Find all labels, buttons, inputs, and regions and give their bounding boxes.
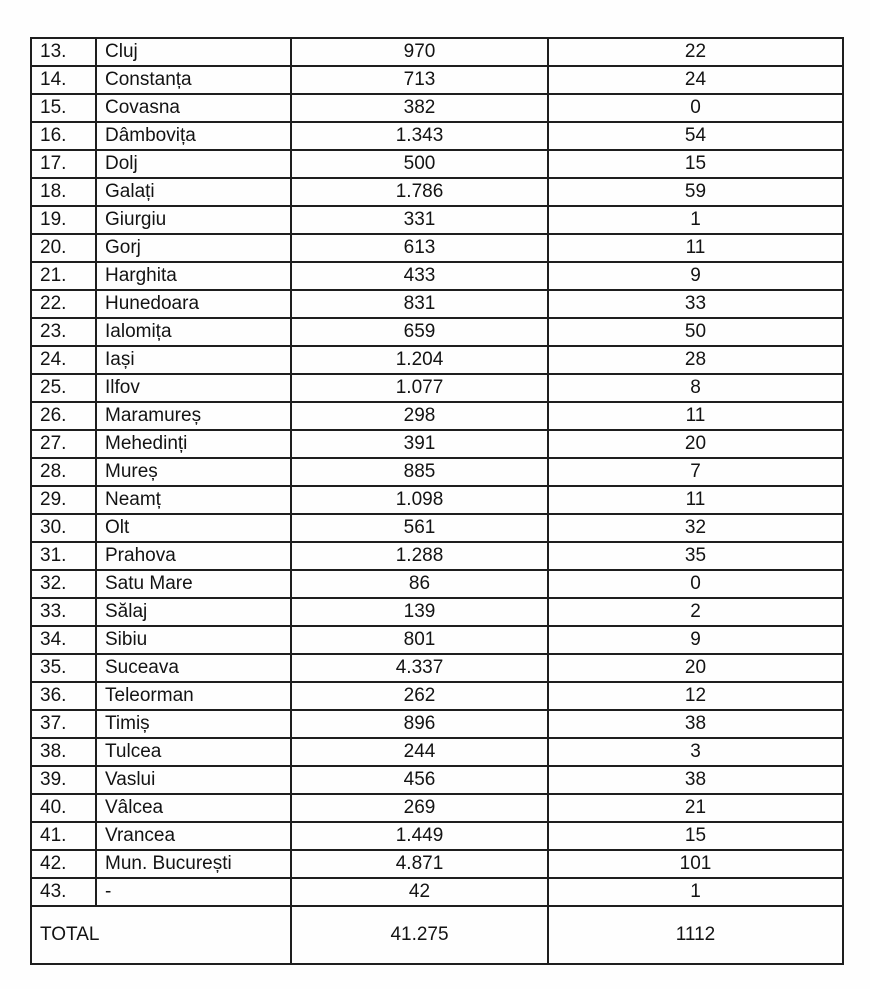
value-col4: 32: [548, 514, 843, 542]
value-col4: 8: [548, 374, 843, 402]
county-name: Suceava: [96, 654, 291, 682]
county-name: Neamț: [96, 486, 291, 514]
row-number: 42.: [31, 850, 96, 878]
value-col4: 3: [548, 738, 843, 766]
value-col4: 15: [548, 150, 843, 178]
value-col3: 269: [291, 794, 548, 822]
county-name: Teleorman: [96, 682, 291, 710]
county-table-body: [31, 38, 843, 906]
table-row: [31, 654, 843, 682]
value-col3: 613: [291, 234, 548, 262]
value-col3: 801: [291, 626, 548, 654]
county-name: Maramureș: [96, 402, 291, 430]
county-name: Ilfov: [96, 374, 291, 402]
value-col3: 1.449: [291, 822, 548, 850]
value-col3: 1.288: [291, 542, 548, 570]
value-col3: 1.204: [291, 346, 548, 374]
county-name: Cluj: [96, 38, 291, 66]
value-col3: 42: [291, 878, 548, 906]
total-value-col3: 41.275: [291, 906, 548, 964]
value-col3: 244: [291, 738, 548, 766]
value-col4: 54: [548, 122, 843, 150]
county-name: Timiș: [96, 710, 291, 738]
row-number: 20.: [31, 234, 96, 262]
table-row: [31, 766, 843, 794]
row-number: 14.: [31, 66, 96, 94]
table-row: [31, 150, 843, 178]
table-row: [31, 38, 843, 66]
row-number: 43.: [31, 878, 96, 906]
value-col4: 15: [548, 822, 843, 850]
row-number: 41.: [31, 822, 96, 850]
county-name: Satu Mare: [96, 570, 291, 598]
total-value-col4: 1112: [548, 906, 843, 964]
value-col3: 561: [291, 514, 548, 542]
value-col4: 7: [548, 458, 843, 486]
value-col4: 2: [548, 598, 843, 626]
county-name: Sălaj: [96, 598, 291, 626]
value-col3: 970: [291, 38, 548, 66]
value-col3: 331: [291, 206, 548, 234]
table-row: [31, 66, 843, 94]
table-row: [31, 318, 843, 346]
table-row: [31, 402, 843, 430]
value-col3: 1.077: [291, 374, 548, 402]
table-row: [31, 122, 843, 150]
row-number: 25.: [31, 374, 96, 402]
row-number: 23.: [31, 318, 96, 346]
county-name: Mehedinți: [96, 430, 291, 458]
value-col4: 24: [548, 66, 843, 94]
value-col3: 382: [291, 94, 548, 122]
table-row: [31, 206, 843, 234]
table-row: [31, 822, 843, 850]
county-statistics-table: [30, 37, 844, 965]
value-col4: 20: [548, 430, 843, 458]
county-name: Sibiu: [96, 626, 291, 654]
county-name: Mun. București: [96, 850, 291, 878]
row-number: 39.: [31, 766, 96, 794]
table-row: [31, 290, 843, 318]
value-col4: 12: [548, 682, 843, 710]
value-col3: 896: [291, 710, 548, 738]
county-name: Harghita: [96, 262, 291, 290]
value-col3: 4.337: [291, 654, 548, 682]
county-name: Giurgiu: [96, 206, 291, 234]
county-name: -: [96, 878, 291, 906]
table-row: [31, 542, 843, 570]
table-row: [31, 346, 843, 374]
value-col4: 11: [548, 486, 843, 514]
table-row: [31, 626, 843, 654]
value-col3: 86: [291, 570, 548, 598]
row-number: 36.: [31, 682, 96, 710]
county-name: Vrancea: [96, 822, 291, 850]
table-row: [31, 710, 843, 738]
county-name: Ialomița: [96, 318, 291, 346]
table-row: [31, 878, 843, 906]
table-row: [31, 598, 843, 626]
value-col4: 33: [548, 290, 843, 318]
county-name: Constanța: [96, 66, 291, 94]
value-col4: 20: [548, 654, 843, 682]
row-number: 33.: [31, 598, 96, 626]
county-name: Gorj: [96, 234, 291, 262]
county-name: Dolj: [96, 150, 291, 178]
value-col4: 9: [548, 626, 843, 654]
value-col4: 11: [548, 234, 843, 262]
value-col3: 885: [291, 458, 548, 486]
row-number: 38.: [31, 738, 96, 766]
row-number: 18.: [31, 178, 96, 206]
value-col3: 456: [291, 766, 548, 794]
row-number: 13.: [31, 38, 96, 66]
value-col3: 262: [291, 682, 548, 710]
row-number: 37.: [31, 710, 96, 738]
row-number: 26.: [31, 402, 96, 430]
row-number: 30.: [31, 514, 96, 542]
county-table-footer: [31, 906, 843, 964]
table-row: [31, 430, 843, 458]
value-col3: 500: [291, 150, 548, 178]
row-number: 24.: [31, 346, 96, 374]
county-name: Galați: [96, 178, 291, 206]
county-name: Vaslui: [96, 766, 291, 794]
row-number: 28.: [31, 458, 96, 486]
row-number: 21.: [31, 262, 96, 290]
total-row: [31, 906, 843, 964]
value-col3: 139: [291, 598, 548, 626]
value-col3: 831: [291, 290, 548, 318]
row-number: 15.: [31, 94, 96, 122]
row-number: 16.: [31, 122, 96, 150]
value-col4: 11: [548, 402, 843, 430]
value-col4: 22: [548, 38, 843, 66]
county-name: Covasna: [96, 94, 291, 122]
county-name: Prahova: [96, 542, 291, 570]
value-col4: 9: [548, 262, 843, 290]
row-number: 31.: [31, 542, 96, 570]
value-col3: 1.786: [291, 178, 548, 206]
value-col4: 38: [548, 710, 843, 738]
table-row: [31, 486, 843, 514]
value-col4: 35: [548, 542, 843, 570]
table-row: [31, 458, 843, 486]
value-col4: 101: [548, 850, 843, 878]
county-name: Dâmbovița: [96, 122, 291, 150]
row-number: 22.: [31, 290, 96, 318]
value-col4: 59: [548, 178, 843, 206]
table-row: [31, 682, 843, 710]
value-col4: 1: [548, 206, 843, 234]
row-number: 29.: [31, 486, 96, 514]
table-row: [31, 178, 843, 206]
value-col4: 28: [548, 346, 843, 374]
county-name: Hunedoara: [96, 290, 291, 318]
table-row: [31, 374, 843, 402]
table-row: [31, 94, 843, 122]
row-number: 19.: [31, 206, 96, 234]
value-col3: 659: [291, 318, 548, 346]
value-col4: 0: [548, 570, 843, 598]
row-number: 17.: [31, 150, 96, 178]
table-row: [31, 570, 843, 598]
value-col3: 713: [291, 66, 548, 94]
table-row: [31, 794, 843, 822]
table-row: [31, 234, 843, 262]
value-col4: 0: [548, 94, 843, 122]
row-number: 27.: [31, 430, 96, 458]
value-col3: 298: [291, 402, 548, 430]
total-label-cell: TOTAL: [31, 906, 291, 964]
county-name: Tulcea: [96, 738, 291, 766]
row-number: 40.: [31, 794, 96, 822]
value-col3: 433: [291, 262, 548, 290]
value-col4: 21: [548, 794, 843, 822]
value-col3: 1.343: [291, 122, 548, 150]
county-name: Olt: [96, 514, 291, 542]
value-col3: 4.871: [291, 850, 548, 878]
value-col3: 391: [291, 430, 548, 458]
county-name: Iași: [96, 346, 291, 374]
table-row: [31, 514, 843, 542]
county-name: Vâlcea: [96, 794, 291, 822]
table-row: [31, 850, 843, 878]
row-number: 35.: [31, 654, 96, 682]
county-name: Mureș: [96, 458, 291, 486]
value-col4: 38: [548, 766, 843, 794]
row-number: 34.: [31, 626, 96, 654]
table-row: [31, 738, 843, 766]
row-number: 32.: [31, 570, 96, 598]
value-col4: 1: [548, 878, 843, 906]
value-col3: 1.098: [291, 486, 548, 514]
table-row: [31, 262, 843, 290]
value-col4: 50: [548, 318, 843, 346]
